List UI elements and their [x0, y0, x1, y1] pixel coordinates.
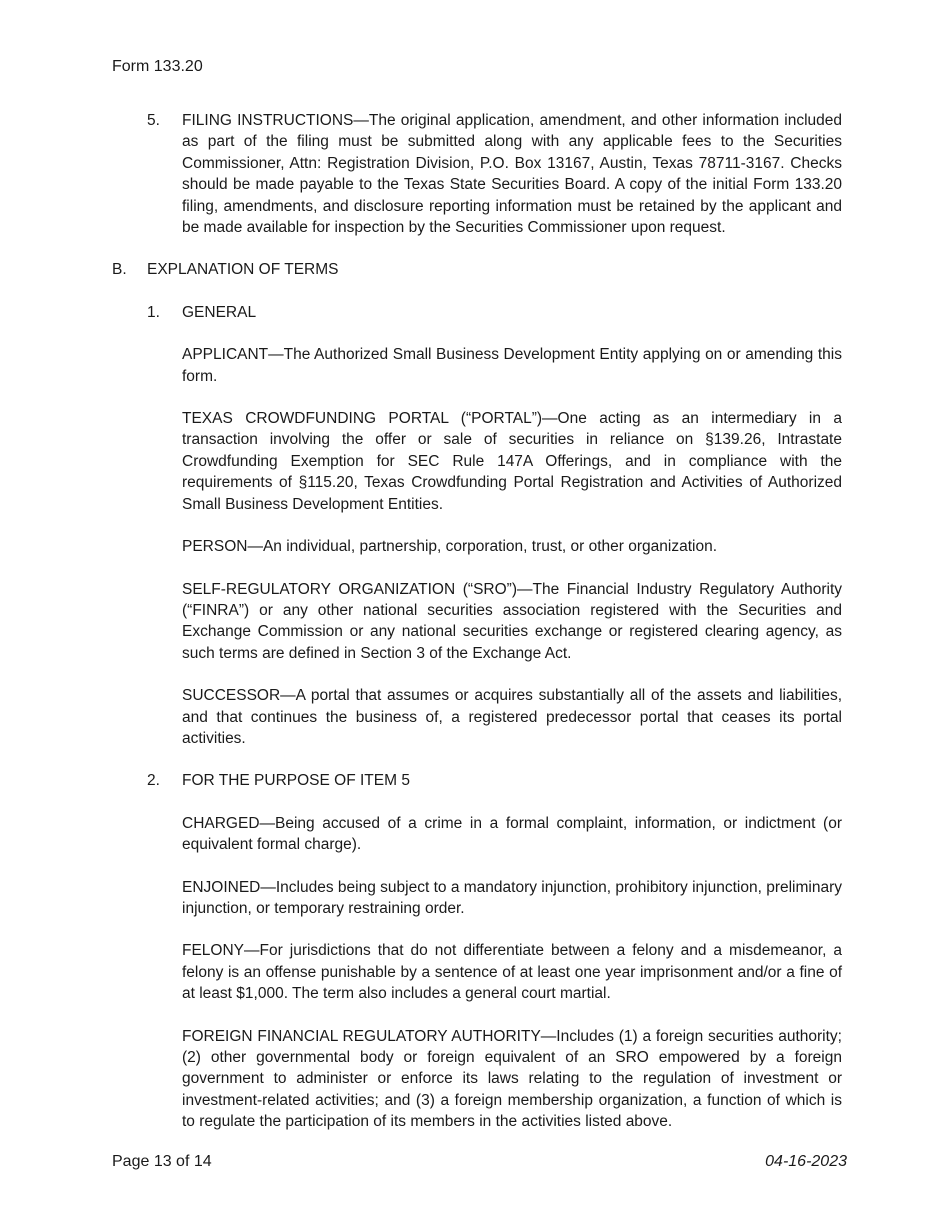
definition-person: PERSON—An individual, partnership, corporation, trust, or other organization. — [182, 538, 718, 556]
page-number: Page 13 of 14 — [112, 1153, 212, 1170]
subsection-title: GENERAL — [182, 303, 257, 321]
subsection-number: 2. — [147, 772, 160, 790]
general-heading — [112, 302, 842, 323]
definition-felony: FELONY—For jurisdictions that do not differentiate between a felony and a misdemeanor, a felony is an offense punishable by a sentence of at least one year imprisonment and/or a fine of at least $1,000. The term also includes a general court martial. — [182, 942, 842, 1003]
definition-sro: SELF-REGULATORY ORGANIZATION (“SRO”)—The Financial Industry Regulatory Authority (“FINRA”) or any other national securities association registered with the Securities and Exchange Commission or any national securities exchange or registered clearing agency, as such terms are defined in Section 3 of the Exchange Act. — [182, 580, 842, 662]
section-letter: B. — [112, 261, 127, 279]
revision-date: 04-16-2023 — [765, 1153, 847, 1170]
subsection-number: 1. — [147, 303, 160, 321]
definition-portal: TEXAS CROWDFUNDING PORTAL (“PORTAL”)—One acting as an intermediary in a transaction involving the offer or sale of securities in reliance on §139.26, Intrastate Crowdfunding Exemption for SEC Rule 147A Offerings, and in compliance with the requirements of §115.20, Texas Crowdfunding Portal Registration and Activities of Authorized Small Business Development Entities. — [182, 410, 842, 513]
form-id: Form 133.20 — [112, 58, 203, 75]
section-title: EXPLANATION OF TERMS — [147, 261, 339, 279]
filing-instructions-text: FILING INSTRUCTIONS—The original application, amendment, and other information included as part of the filing must be submitted along with any applicable fees to the Securities Commissioner, Attn: Registration Division, P.O. Box 13167, Austin, Texas 78711-3167. Checks should be made payable to the Texas State Securities Board. A copy of the initial Form 133.20 filing, amendments, and disclosure reporting information must be retained by the applicant and be made available for inspection by the Securities Commissioner upon request. — [182, 112, 842, 237]
document-body — [112, 110, 842, 1148]
subsection-title: FOR THE PURPOSE OF ITEM 5 — [182, 772, 410, 790]
definition-applicant: APPLICANT—The Authorized Small Business Development Entity applying on or amending this form. — [182, 346, 842, 385]
filing-instructions-item — [112, 110, 842, 238]
item-number: 5. — [147, 112, 160, 129]
section-b-heading — [112, 259, 842, 280]
definition-foreign-authority: FOREIGN FINANCIAL REGULATORY AUTHORITY—Includes (1) a foreign securities authority; (2) other governmental body or foreign equivalent of an SRO empowered by a foreign government to administer or enforce its laws relating to the regulation of investment or investment-related activities; and (3) a foreign membership organization, a function of which is to regulate the participation of its members in the activities listed above. — [182, 1027, 842, 1131]
definition-successor: SUCCESSOR—A portal that assumes or acquires substantially all of the assets and liabilities, and that continues the business of, a registered predecessor portal that ceases its portal activities. — [182, 687, 842, 747]
definition-enjoined: ENJOINED—Includes being subject to a mandatory injunction, prohibitory injunction, preliminary injunction, or temporary restraining order. — [182, 878, 842, 917]
definition-charged: CHARGED—Being accused of a crime in a formal complaint, information, or indictment (or equivalent formal charge). — [182, 814, 842, 854]
item5-heading — [112, 770, 842, 791]
